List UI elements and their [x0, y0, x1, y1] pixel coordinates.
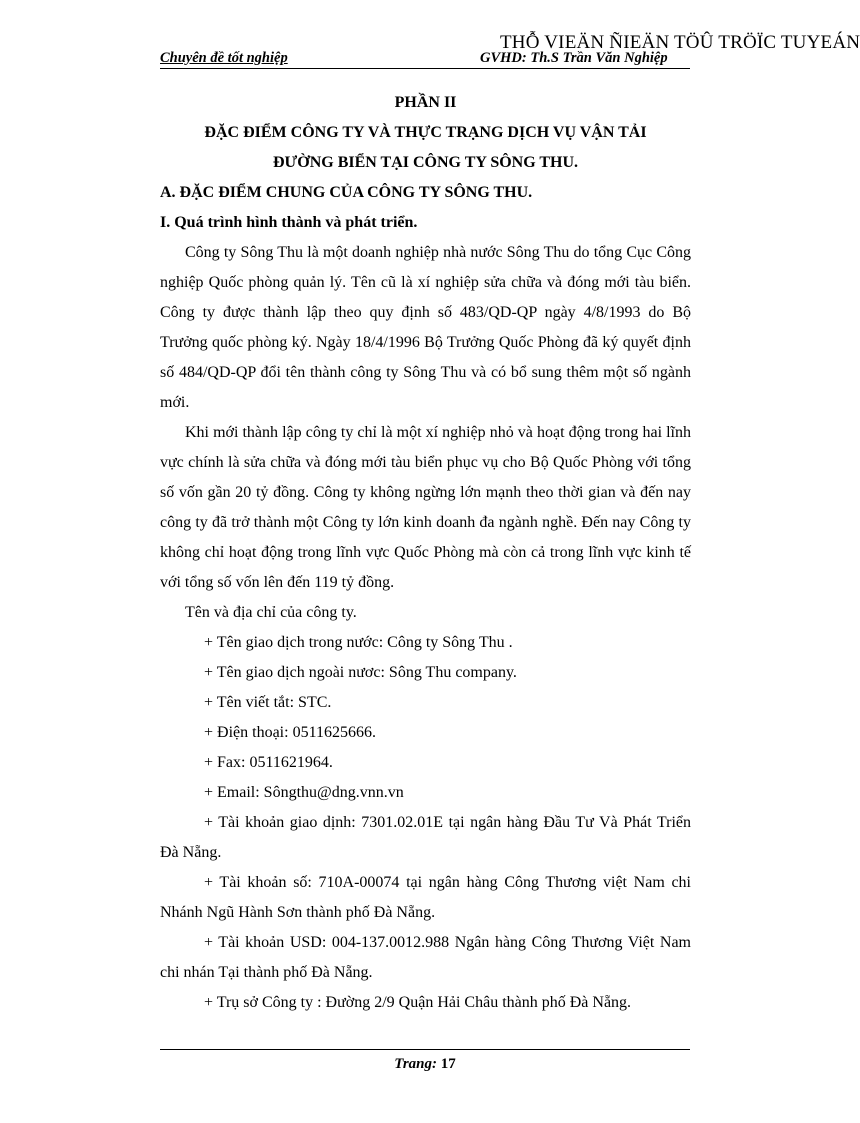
list-item-email: + Email: Sôngthu@dng.vnn.vn — [204, 784, 404, 801]
list-item-phone: + Điện thoại: 0511625666. — [204, 724, 376, 741]
list-item-foreign-name: + Tên giao dịch ngoài nươc: Sông Thu company. — [204, 664, 517, 681]
part-title: PHẦN II — [394, 94, 457, 111]
list-item-domestic-name: + Tên giao dịch trong nước: Công ty Sông Thu . — [204, 634, 513, 651]
header-title: Chuyên đề tốt nghiệp — [160, 50, 288, 66]
page-label: Trang: — [394, 1056, 438, 1072]
paragraph-history: Công ty Sông Thu là một doanh nghiệp nhà nước Sông Thu do tổng Cục Công nghiệp Quốc phòng quản lý. Tên cũ là xí nghiệp sửa chữa và đóng mới tàu biển. Công ty được thành lập theo quy định số 483/QD-QP ngày 4/8/1993 do Bộ Trưởng quốc phòng ký. Ngày 18/4/1996 Bộ Trưởng Quốc Phòng đã ký quyết định số 484/QD-QP đổi tên thành công ty Sông Thu và có bổ sung thêm một số ngành mới. — [160, 244, 691, 411]
header-supervisor: GVHD: Th.S Trần Văn Nghiệp — [480, 50, 668, 66]
heading-i: I. Quá trình hình thành và phát triển. — [160, 214, 418, 231]
watermark: THỖ VIEÄN ÑIEÄN TÖÛ TRÖÏC TUYEÁN — [500, 32, 860, 53]
list-item-fax: + Fax: 0511621964. — [204, 754, 333, 771]
address-intro: Tên và địa chỉ của công ty. — [185, 604, 357, 621]
list-item-abbreviation: + Tên viết tắt: STC. — [204, 694, 332, 711]
section-title-line-2: ĐƯỜNG BIỂN TẠI CÔNG TY SÔNG THU. — [272, 154, 579, 171]
paragraph-growth: Khi mới thành lập công ty chỉ là một xí nghiệp nhỏ và hoạt động trong hai lĩnh vực chính là sửa chữa và đóng mới tàu biển phục vụ cho Bộ Quốc Phòng với tổng số vốn gần 20 tỷ đồng. Công ty không ngừng lớn mạnh theo thời gian và đến nay công ty đã trở thành một Công ty lớn kinh doanh đa ngành nghề. Đến nay Công ty không chỉ hoạt động trong lĩnh vực Quốc Phòng mà còn cả trong lĩnh vực kinh tế với tổng số vốn lên đến 119 tỷ đồng. — [160, 424, 691, 591]
list-item-account-usd: + Tài khoản USD: 004-137.0012.988 Ngân hàng Công Thương Việt Nam chi nhán Tại thành phố Đà Nẵng. — [160, 934, 691, 981]
page-number: 17 — [440, 1056, 456, 1072]
page-header — [160, 50, 690, 69]
page-footer — [160, 1056, 690, 1073]
list-item-account-transaction: + Tài khoản giao dịnh: 7301.02.01E tại ngân hàng Đầu Tư Và Phát Triển Đà Nẵng. — [160, 814, 691, 861]
list-item-headquarters: + Trụ sở Công ty : Đường 2/9 Quận Hải Châu thành phố Đà Nẵng. — [204, 994, 632, 1011]
footer-divider — [160, 1049, 690, 1050]
section-title-line-1: ĐẶC ĐIỂM CÔNG TY VÀ THỰC TRẠNG DỊCH VỤ VẬN TẢI — [204, 124, 647, 141]
list-item-account-number: + Tài khoản số: 710A-00074 tại ngân hàng Công Thương việt Nam chi Nhánh Ngũ Hành Sơn thành phố Đà Nẵng. — [160, 874, 691, 921]
heading-a: A. ĐẶC ĐIỂM CHUNG CỦA CÔNG TY SÔNG THU. — [160, 184, 533, 201]
page-body — [160, 88, 691, 1018]
